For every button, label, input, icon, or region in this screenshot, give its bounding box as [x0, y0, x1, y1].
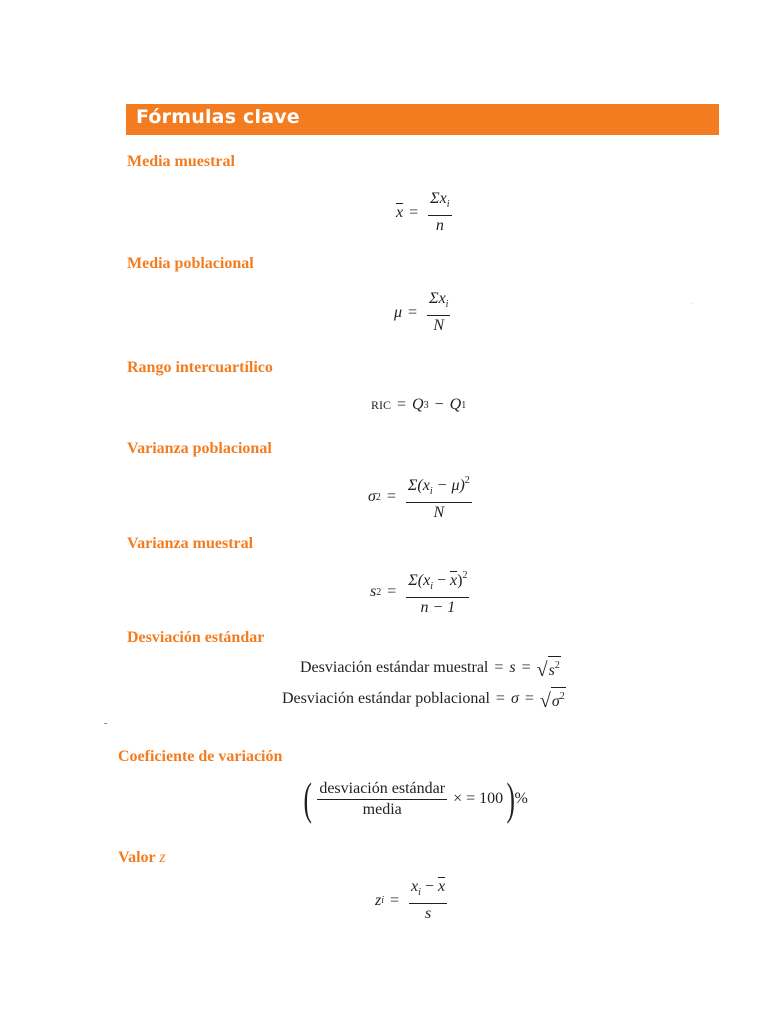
- equals-sign: =: [387, 583, 397, 600]
- heading-text: Valor: [118, 849, 160, 866]
- equals-sign: =: [495, 689, 505, 707]
- equals-sign: =: [521, 658, 531, 676]
- q1-subscript: 1: [461, 399, 467, 411]
- equals-sign: =: [524, 689, 534, 707]
- denominator: media: [362, 800, 402, 818]
- numerator-subscript: i: [429, 486, 433, 497]
- numerator-minus: −: [420, 878, 438, 895]
- heading-media-poblacional: Media poblacional: [127, 255, 254, 272]
- square-root: [540, 687, 566, 710]
- denominator: N: [433, 317, 445, 334]
- numerator-text: Σx: [430, 190, 447, 207]
- equals-sign: =: [408, 303, 418, 321]
- equals-sign: =: [466, 790, 476, 807]
- heading-varianza-muestral: Varianza muestral: [127, 535, 254, 552]
- heading-media-muestral: Media muestral: [127, 153, 235, 170]
- formula-lhs: μ: [394, 303, 403, 321]
- numerator-subscript: i: [445, 299, 449, 310]
- formula-lhs: RIC: [371, 397, 392, 412]
- numerator-pre: Σ(x: [408, 572, 431, 589]
- numerator: [409, 878, 447, 904]
- numerator-subscript: i: [418, 887, 421, 898]
- q3-subscript: 3: [423, 399, 429, 411]
- radicand-superscript: 2: [559, 691, 565, 702]
- denominator: n − 1: [420, 599, 456, 616]
- right-paren-icon: ): [506, 773, 516, 824]
- numerator-pre: Σ(x: [407, 477, 430, 494]
- square-root: [537, 656, 561, 679]
- lhs-superscript: 2: [375, 491, 381, 503]
- numerator-minus: −: [432, 572, 451, 589]
- heading-desviacion-estandar: Desviación estándar: [127, 629, 265, 646]
- equals-sign: =: [397, 396, 407, 413]
- fraction: [428, 190, 451, 235]
- multiplier-value: 100: [479, 790, 504, 807]
- numerator-superscript: 2: [462, 570, 468, 581]
- formula-lhs: $\overline{x}$: [396, 203, 404, 221]
- numerator-xbar: $\overline{x}$: [450, 572, 458, 589]
- lhs-subscript: i: [381, 895, 385, 906]
- formula-varianza-poblacional: [368, 472, 476, 522]
- formula-valor-z: [375, 878, 451, 923]
- radicand-superscript: 2: [554, 660, 560, 671]
- denominator: n: [435, 217, 444, 234]
- numerator-subscript: i: [430, 581, 433, 592]
- fraction: [317, 780, 447, 819]
- formula-desviacion-muestral: [300, 656, 561, 679]
- stray-dot: .: [691, 300, 693, 306]
- formula-media-poblacional: [394, 290, 454, 335]
- radicand-base: s: [548, 662, 555, 679]
- numerator-xbar: $\overline{x}$: [437, 878, 446, 895]
- radical-icon: √: [536, 659, 548, 681]
- fraction: [409, 878, 447, 923]
- formula-lhs: s: [370, 583, 377, 600]
- formula-lhs: σ: [368, 488, 376, 505]
- section-banner: [126, 104, 719, 135]
- equals-sign: =: [409, 203, 419, 221]
- minus-sign: −: [434, 396, 444, 413]
- fraction: [406, 472, 472, 522]
- formula-desviacion-poblacional: [282, 687, 566, 710]
- formula-coeficiente-variacion: [300, 773, 528, 824]
- equals-sign: =: [390, 891, 400, 909]
- heading-coeficiente-variacion: Coeficiente de variación: [118, 748, 283, 765]
- formula-varianza-muestral: [370, 567, 473, 617]
- equals-sign: =: [386, 488, 396, 505]
- numerator: [427, 290, 450, 316]
- numerator-subscript: i: [446, 199, 450, 210]
- stray-mark: -: [104, 718, 108, 729]
- heading-rango-intercuartilico: Rango intercuartílico: [127, 359, 273, 376]
- heading-varianza-poblacional: Varianza poblacional: [127, 440, 272, 457]
- radicand: [548, 656, 561, 679]
- numerator: [406, 472, 472, 503]
- lhs-superscript: 2: [376, 586, 382, 598]
- fraction: [406, 567, 469, 617]
- heading-variable: z: [159, 849, 166, 866]
- formula-lhs: z: [375, 891, 382, 909]
- fraction: [427, 290, 450, 335]
- equals-sign: =: [494, 658, 504, 676]
- formula-var: s: [509, 658, 516, 676]
- banner-title: Fórmulas clave: [136, 106, 300, 128]
- numerator-post: − μ): [432, 477, 465, 494]
- heading-valor-z: [118, 849, 166, 867]
- formula-var: σ: [510, 689, 519, 707]
- times-sign: ×: [453, 790, 463, 807]
- radical-icon: √: [539, 690, 551, 712]
- numerator-text: Σx: [429, 290, 446, 307]
- formula-label: Desviación estándar poblacional: [282, 689, 490, 707]
- denominator: s: [424, 905, 432, 922]
- denominator: N: [433, 504, 445, 521]
- numerator-pre: x: [411, 878, 419, 895]
- numerator: [406, 567, 469, 598]
- percent-sign: %: [514, 790, 528, 807]
- left-paren-icon: (: [303, 773, 312, 824]
- formula-media-muestral: [396, 190, 456, 235]
- formula-rango-intercuartilico: [371, 396, 466, 414]
- numerator: [428, 190, 451, 216]
- radicand-base: σ: [551, 693, 560, 710]
- formula-label: Desviación estándar muestral: [300, 658, 489, 676]
- numerator: desviación estándar: [317, 780, 447, 800]
- numerator-superscript: 2: [464, 475, 470, 486]
- radicand: [551, 687, 566, 710]
- numerator-close: ): [457, 572, 463, 589]
- q3-symbol: Q: [412, 396, 424, 413]
- q1-symbol: Q: [449, 396, 462, 413]
